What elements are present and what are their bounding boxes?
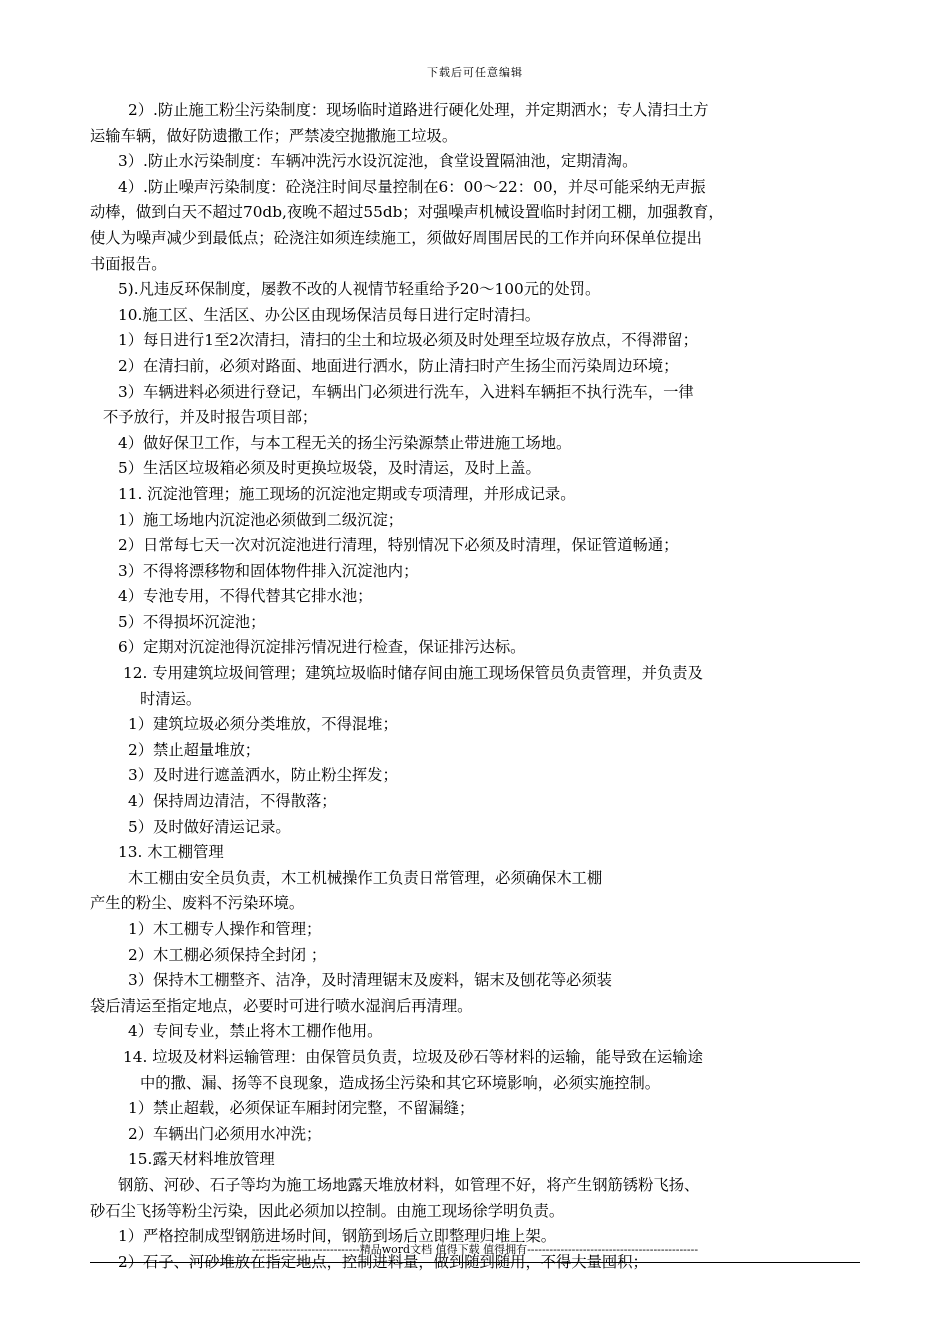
text-line: 4）.防止噪声污染制度：砼浇注时间尽量控制在6：00～22：00，并尽可能采纳无声振	[118, 177, 706, 196]
text-line: 4）做好保卫工作，与本工程无关的扬尘污染源禁止带进施工场地。	[118, 433, 572, 452]
footer-divider	[90, 1262, 860, 1263]
text-line: 13. 木工棚管理	[118, 843, 224, 862]
text-line: 3）.防止水污染制度：车辆冲洗污水设沉淀池，食堂设置隔油池，定期清淘。	[118, 152, 638, 171]
text-line: 3）保持木工棚整齐、洁净，及时清理锯末及废料，锯末及刨花等必须装	[128, 971, 612, 990]
text-line: 5）不得损坏沉淀池；	[118, 612, 266, 631]
text-line: 5）及时做好清运记录。	[128, 817, 291, 836]
text-line: 中的撒、漏、扬等不良现象，造成扬尘污染和其它环境影响，必须实施控制。	[140, 1073, 661, 1092]
text-line: 2）日常每七天一次对沉淀池进行清理，特别情况下必须及时清理，保证管道畅通；	[118, 536, 679, 555]
text-line: 袋后清运至指定地点，必要时可进行喷水湿润后再清理。	[90, 996, 473, 1015]
text-line: 1）每日进行1至2次清扫，清扫的尘土和垃圾必须及时处理至垃圾存放点，不得滞留；	[118, 331, 698, 350]
text-line: 1）禁止超载，必须保证车厢封闭完整，不留漏缝；	[128, 1099, 475, 1118]
text-line: 使人为噪声减少到最低点；砼浇注如须连续施工，须做好周围居民的工作并向环保单位提出	[90, 228, 702, 247]
text-line: 时清运。	[140, 689, 202, 708]
text-line: 4）专池专用，不得代替其它排水池；	[118, 587, 373, 606]
text-line: 动棒，做到白天不超过70db,夜晚不超过55db；对强噪声机械设置临时封闭工棚，加强教育，	[90, 203, 724, 222]
text-line: 1）严格控制成型钢筋进场时间，钢筋到场后立即整理归堆上架。	[118, 1227, 557, 1246]
text-line: 书面报告。	[90, 254, 167, 273]
text-line: 6）定期对沉淀池得沉淀排污情况进行检查，保证排污达标。	[118, 638, 526, 657]
text-line: 10.施工区、生活区、办公区由现场保洁员每日进行定时清扫。	[118, 305, 541, 324]
text-line: 钢筋、河砂、石子等均为施工场地露天堆放材料，如管理不好，将产生钢筋锈粉飞扬、	[118, 1175, 700, 1194]
text-line: 1）施工场地内沉淀池必须做到二级沉淀；	[118, 510, 404, 529]
text-line: 11. 沉淀池管理；施工现场的沉淀池定期或专项清理，并形成记录。	[118, 484, 576, 503]
text-line: 2）.防止施工粉尘污染制度：现场临时道路进行硬化处理，并定期洒水；专人清扫土方	[128, 101, 709, 119]
text-line: 2）在清扫前，必须对路面、地面进行洒水，防止清扫时产生扬尘而污染周边环境；	[118, 356, 679, 375]
text-line: 1）木工棚专人操作和管理；	[128, 920, 322, 938]
text-line: 5).凡违反环保制度，屡教不改的人视情节轻重给予20～100元的处罚。	[118, 280, 601, 299]
text-line: 产生的粉尘、废料不污染环境。	[90, 894, 305, 913]
text-line: 砂石尘飞扬等粉尘污染，因此必须加以控制。由施工现场徐学明负责。	[90, 1201, 565, 1220]
text-line: 15.露天材料堆放管理	[128, 1150, 275, 1169]
text-line: 1）建筑垃圾必须分类堆放，不得混堆；	[128, 715, 398, 734]
text-line: 2）车辆出门必须用水冲洗；	[128, 1124, 322, 1143]
document-body	[90, 98, 865, 1275]
text-line: 3）车辆进料必须进行登记，车辆出门必须进行洗车，入进料车辆拒不执行洗车，一律	[118, 382, 694, 401]
text-line: 3）及时进行遮盖洒水，防止粉尘挥发；	[128, 766, 398, 785]
text-line: 2）石子、河砂堆放在指定地点，控制进料量，做到随到随用，不得大量囤积；	[118, 1252, 648, 1271]
text-line: 2）禁止超量堆放；	[128, 740, 261, 759]
text-line: 不予放行，并及时报告项目部；	[103, 408, 318, 427]
text-line: 4）专间专业，禁止将木工棚作他用。	[128, 1022, 383, 1041]
page-footer: -----------------------------精品word文档 值得下载 值得拥有----------------------------------------------	[251, 1243, 699, 1256]
text-line: 2）木工棚必须保持全封闭 ；	[128, 945, 327, 964]
text-line: 5）生活区垃圾箱必须及时更换垃圾袋，及时清运，及时上盖。	[118, 459, 541, 478]
text-line: 4）保持周边清洁，不得散落；	[128, 792, 337, 811]
page-header: 下载后可任意编辑	[427, 66, 523, 79]
text-line: 运输车辆，做好防遗撒工作；严禁凌空抛撒施工垃圾。	[90, 126, 458, 145]
text-line: 12. 专用建筑垃圾间管理；建筑垃圾临时储存间由施工现场保管员负责管理，并负责及	[123, 664, 703, 683]
text-line: 14. 垃圾及材料运输管理：由保管员负责，垃圾及砂石等材料的运输，能导致在运输途	[123, 1047, 703, 1066]
text-line: 木工棚由安全员负责，木工机械操作工负责日常管理，必须确保木工棚	[128, 868, 603, 887]
text-line: 3）不得将漂移物和固体物件排入沉淀池内；	[118, 561, 419, 580]
